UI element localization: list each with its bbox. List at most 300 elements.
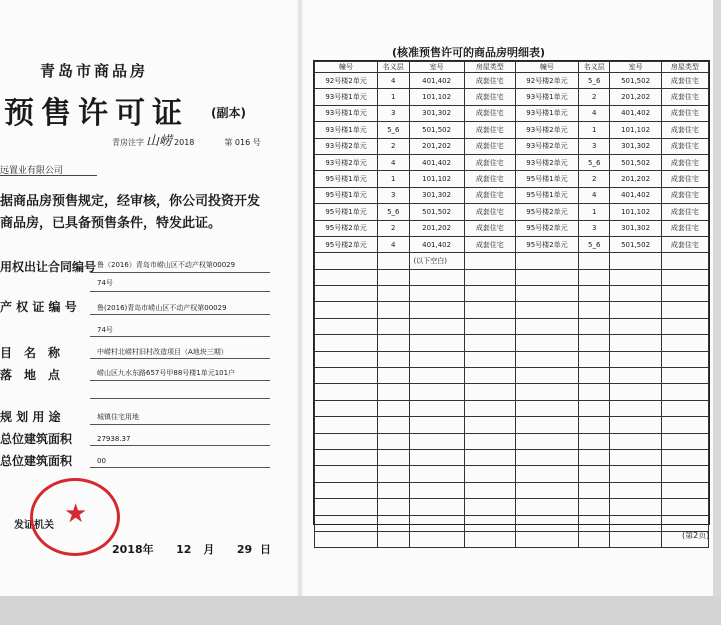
- table-row: [315, 236, 709, 252]
- field-label-title-deed: 产 权 证 编 号: [0, 300, 77, 314]
- table-cell: [378, 482, 410, 498]
- date-month: 12: [176, 543, 192, 556]
- table-cell: [315, 449, 378, 465]
- blank-note: (以下空白): [409, 253, 464, 269]
- table-cell: 93号楼1单元: [315, 105, 378, 121]
- table-cell: [661, 351, 708, 367]
- table-cell: [578, 384, 610, 400]
- table-cell: [315, 368, 378, 384]
- table-cell: 3: [578, 220, 610, 236]
- table-cell: 成套住宅: [464, 154, 515, 170]
- table-cell: [315, 482, 378, 498]
- table-row: [315, 89, 709, 105]
- table-cell: [578, 499, 610, 515]
- table-cell: 101,102: [610, 204, 661, 220]
- permit-year: 2018: [174, 138, 195, 147]
- table-cell: [464, 351, 515, 367]
- header-cell: 幢号: [315, 62, 378, 73]
- table-cell: 93号楼1单元: [515, 105, 578, 121]
- table-cell: [661, 515, 708, 531]
- table-cell: [315, 302, 378, 318]
- table-cell: 95号楼1单元: [315, 187, 378, 203]
- table-cell: 成套住宅: [661, 236, 708, 252]
- permit-prefix: 青房注字: [112, 138, 144, 147]
- table-cell: [610, 466, 661, 482]
- table-cell: 501,502: [610, 236, 661, 252]
- table-row-empty: [315, 351, 709, 367]
- table-cell: 2: [378, 220, 410, 236]
- table-cell: [409, 417, 464, 433]
- table-row: [315, 138, 709, 154]
- field-value-usage: 城镇住宅用地: [97, 413, 139, 421]
- table-cell: 93号楼2单元: [315, 154, 378, 170]
- field-line: [90, 467, 270, 468]
- table-row-empty: [315, 417, 709, 433]
- table-cell: [378, 515, 410, 531]
- table-cell: [610, 302, 661, 318]
- table-cell: [315, 253, 378, 269]
- detail-table: [313, 60, 710, 525]
- issuer-label: 发证机关: [14, 520, 54, 531]
- field-line: [90, 358, 270, 359]
- table-cell: [409, 531, 464, 547]
- table-cell: [515, 286, 578, 302]
- table-cell: 3: [378, 105, 410, 121]
- table-cell: 2: [578, 89, 610, 105]
- table-cell: [610, 531, 661, 547]
- table-cell: [409, 269, 464, 285]
- table-cell: 成套住宅: [661, 204, 708, 220]
- field-label-location: 落 地 点: [0, 368, 61, 382]
- header-cell: 房屋类型: [661, 62, 708, 73]
- table-cell: [378, 269, 410, 285]
- city-title: 青岛市商品房: [40, 62, 149, 80]
- table-cell: [661, 482, 708, 498]
- table-cell: [610, 253, 661, 269]
- table-cell: [464, 531, 515, 547]
- table-cell: [578, 368, 610, 384]
- table-cell: [378, 368, 410, 384]
- company-underline: [0, 175, 97, 176]
- table-cell: [661, 449, 708, 465]
- table-cell: 95号楼2单元: [515, 236, 578, 252]
- table-cell: [578, 253, 610, 269]
- table-cell: 4: [378, 154, 410, 170]
- table-cell: 成套住宅: [464, 187, 515, 203]
- table-cell: [409, 482, 464, 498]
- table-cell: [578, 417, 610, 433]
- table-cell: [515, 253, 578, 269]
- body-line-1: 据商品房预售规定，经审核，你公司投资开发: [0, 194, 261, 209]
- table-cell: 92号楼2单元: [515, 73, 578, 89]
- table-cell: [378, 335, 410, 351]
- table-cell: [578, 351, 610, 367]
- table-cell: [515, 318, 578, 334]
- table-cell: 4: [578, 105, 610, 121]
- table-cell: 成套住宅: [661, 220, 708, 236]
- table-cell: [578, 449, 610, 465]
- table-cell: [610, 482, 661, 498]
- table-cell: [661, 286, 708, 302]
- table-cell: [378, 499, 410, 515]
- table-cell: [378, 417, 410, 433]
- table-cell: [578, 466, 610, 482]
- table-row: [315, 220, 709, 236]
- field-line: [90, 424, 270, 425]
- table-cell: [578, 433, 610, 449]
- table-cell: 5_6: [578, 73, 610, 89]
- table-cell: 201,202: [409, 138, 464, 154]
- table-cell: 93号楼1单元: [515, 89, 578, 105]
- table-row-blank-note: [315, 253, 709, 269]
- table-cell: [464, 482, 515, 498]
- table-cell: 95号楼2单元: [315, 220, 378, 236]
- table-cell: [515, 433, 578, 449]
- table-cell: [515, 384, 578, 400]
- field-value-contract: 鲁（2016）青岛市崂山区不动产权第00029: [97, 261, 236, 269]
- table-body: [315, 73, 709, 548]
- field-value-title-deed-2: 74号: [97, 326, 113, 334]
- main-title: 预售许可证: [4, 96, 189, 131]
- table-cell: 成套住宅: [661, 73, 708, 89]
- table-cell: 4: [378, 73, 410, 89]
- table-row-empty: [315, 302, 709, 318]
- issue-date: [112, 541, 271, 557]
- table-cell: [515, 302, 578, 318]
- table-row: [315, 187, 709, 203]
- table-cell: 成套住宅: [661, 154, 708, 170]
- header-cell: 房屋类型: [464, 62, 515, 73]
- table-cell: 成套住宅: [464, 171, 515, 187]
- table-cell: 2: [378, 138, 410, 154]
- header-cell: 名义层: [578, 62, 610, 73]
- table-cell: [378, 286, 410, 302]
- field-label-usage: 规 划 用 途: [0, 410, 61, 424]
- table-cell: [578, 286, 610, 302]
- table-cell: 成套住宅: [464, 220, 515, 236]
- table-cell: [378, 433, 410, 449]
- table-cell: 401,402: [409, 236, 464, 252]
- table-cell: 95号楼2单元: [515, 204, 578, 220]
- table-cell: [464, 269, 515, 285]
- table-cell: 95号楼1单元: [515, 187, 578, 203]
- table-cell: 成套住宅: [661, 122, 708, 138]
- table-cell: [315, 466, 378, 482]
- table-cell: [515, 531, 578, 547]
- table-cell: 301,302: [610, 220, 661, 236]
- header-cell: 幢号: [515, 62, 578, 73]
- table-cell: 4: [578, 187, 610, 203]
- field-line: [90, 336, 270, 337]
- table-cell: [464, 253, 515, 269]
- table-header-row: [315, 62, 709, 73]
- header-cell: 名义层: [378, 62, 410, 73]
- table-cell: [464, 515, 515, 531]
- table-cell: 95号楼1单元: [315, 171, 378, 187]
- table-cell: [409, 384, 464, 400]
- table-cell: 93号楼2单元: [515, 154, 578, 170]
- table-cell: [378, 531, 410, 547]
- table-cell: [661, 417, 708, 433]
- table-cell: [610, 449, 661, 465]
- table-cell: 成套住宅: [661, 89, 708, 105]
- table-row-empty: [315, 286, 709, 302]
- table-cell: [515, 499, 578, 515]
- table-cell: [578, 482, 610, 498]
- table-cell: [409, 335, 464, 351]
- table-cell: [464, 335, 515, 351]
- table-row-empty: [315, 531, 709, 547]
- table-cell: [315, 531, 378, 547]
- table-cell: 成套住宅: [661, 187, 708, 203]
- table-cell: [464, 318, 515, 334]
- table-cell: 401,402: [409, 154, 464, 170]
- table-row: [315, 204, 709, 220]
- table-cell: 成套住宅: [464, 138, 515, 154]
- table-cell: [464, 466, 515, 482]
- table-cell: [315, 433, 378, 449]
- table-row: [315, 122, 709, 138]
- field-line: [90, 398, 270, 399]
- body-line-2: 商品房，已具备预售条件，特发此证。: [0, 216, 222, 231]
- star-icon: ★: [64, 499, 88, 529]
- background-surface: [0, 596, 721, 625]
- table-cell: [610, 286, 661, 302]
- table-cell: [464, 384, 515, 400]
- table-cell: 93号楼2单元: [515, 122, 578, 138]
- table-cell: [515, 400, 578, 416]
- table-cell: [409, 433, 464, 449]
- field-label-area-2: 总位建筑面积: [0, 454, 73, 468]
- company-name: 远置业有限公司: [0, 166, 64, 176]
- table-cell: [315, 335, 378, 351]
- table-cell: 成套住宅: [661, 105, 708, 121]
- field-line: [90, 272, 270, 273]
- table-cell: [315, 351, 378, 367]
- table-cell: 401,402: [409, 73, 464, 89]
- table-cell: [578, 515, 610, 531]
- table-cell: [661, 302, 708, 318]
- table-cell: 93号楼1单元: [315, 122, 378, 138]
- table-row-empty: [315, 368, 709, 384]
- table-cell: 93号楼2单元: [515, 138, 578, 154]
- field-line: [90, 291, 270, 292]
- date-day-unit: 日: [260, 543, 271, 556]
- table-cell: [315, 400, 378, 416]
- date-day: 29: [236, 543, 253, 556]
- table-cell: [315, 499, 378, 515]
- page-fold: [297, 0, 303, 596]
- table-cell: 92号楼2单元: [315, 73, 378, 89]
- table-cell: [378, 253, 410, 269]
- field-label-contract: 用权出让合同编号: [0, 260, 97, 274]
- table-cell: 501,502: [610, 73, 661, 89]
- table-cell: 93号楼1单元: [315, 89, 378, 105]
- table-cell: 101,102: [409, 89, 464, 105]
- table-cell: 1: [578, 122, 610, 138]
- field-value-area: 27938.37: [97, 435, 131, 443]
- table-cell: 95号楼1单元: [515, 171, 578, 187]
- table-cell: [661, 400, 708, 416]
- table-cell: 95号楼2单元: [515, 220, 578, 236]
- table-cell: 5_6: [578, 154, 610, 170]
- table-cell: 401,402: [610, 105, 661, 121]
- table-cell: 5_6: [578, 236, 610, 252]
- field-label-project: 目 名 称: [0, 346, 61, 360]
- permit-handwriting: 山崂: [146, 134, 173, 149]
- table-cell: [409, 318, 464, 334]
- table-cell: [515, 368, 578, 384]
- table-cell: 5_6: [378, 204, 410, 220]
- table-cell: 101,102: [610, 122, 661, 138]
- table-cell: [578, 335, 610, 351]
- table-row-empty: [315, 400, 709, 416]
- table-cell: [610, 515, 661, 531]
- table-cell: [378, 384, 410, 400]
- table-cell: [409, 466, 464, 482]
- table-cell: [610, 368, 661, 384]
- table-cell: [378, 318, 410, 334]
- table-cell: [578, 318, 610, 334]
- table-cell: 501,502: [610, 154, 661, 170]
- table-cell: [515, 417, 578, 433]
- permit-serial: 第 016 号: [224, 138, 261, 147]
- field-line: [90, 380, 270, 381]
- table-cell: [578, 269, 610, 285]
- table-cell: 1: [378, 89, 410, 105]
- table-cell: [315, 286, 378, 302]
- table-cell: [409, 400, 464, 416]
- field-line: [90, 314, 270, 315]
- table-cell: [515, 466, 578, 482]
- table-cell: [464, 368, 515, 384]
- table-cell: [378, 466, 410, 482]
- table-cell: 301,302: [409, 105, 464, 121]
- table-cell: [578, 531, 610, 547]
- table-row-empty: [315, 482, 709, 498]
- table-cell: 成套住宅: [464, 204, 515, 220]
- table-cell: [464, 449, 515, 465]
- table-cell: [578, 302, 610, 318]
- header-cell: 室号: [610, 62, 661, 73]
- table-cell: 成套住宅: [464, 73, 515, 89]
- table-cell: 93号楼2单元: [315, 138, 378, 154]
- table-cell: [515, 335, 578, 351]
- table-row-empty: [315, 384, 709, 400]
- table-cell: 301,302: [409, 187, 464, 203]
- table-row-empty: [315, 269, 709, 285]
- table-cell: 501,502: [409, 204, 464, 220]
- table-row-empty: [315, 433, 709, 449]
- table-cell: 201,202: [409, 220, 464, 236]
- field-label-area: 总位建筑面积: [0, 432, 73, 446]
- table-cell: [610, 499, 661, 515]
- table-cell: [464, 302, 515, 318]
- table-cell: [610, 318, 661, 334]
- table-cell: 301,302: [610, 138, 661, 154]
- table-cell: [661, 384, 708, 400]
- table-row-empty: [315, 466, 709, 482]
- table-cell: 5_6: [378, 122, 410, 138]
- table-cell: [315, 417, 378, 433]
- table-cell: 95号楼2单元: [315, 236, 378, 252]
- table-cell: [378, 302, 410, 318]
- table-cell: [409, 351, 464, 367]
- field-line: [90, 445, 270, 446]
- table-cell: [409, 286, 464, 302]
- table-cell: [409, 515, 464, 531]
- table-cell: 成套住宅: [464, 122, 515, 138]
- table-cell: 201,202: [610, 171, 661, 187]
- table-cell: [464, 286, 515, 302]
- table-cell: 4: [378, 236, 410, 252]
- table-row: [315, 154, 709, 170]
- table-cell: [610, 433, 661, 449]
- table-cell: [610, 384, 661, 400]
- table-cell: [610, 335, 661, 351]
- table-cell: [515, 269, 578, 285]
- table-cell: [661, 368, 708, 384]
- table-cell: [610, 351, 661, 367]
- field-value-area-2: 00: [97, 457, 106, 465]
- official-seal-stamp: [30, 478, 120, 556]
- table-cell: [515, 351, 578, 367]
- field-value-title-deed: 鲁(2016)青岛市崂山区不动产权第00029: [97, 304, 227, 312]
- detail-table-title: (核准预售许可的商品房明细表): [392, 46, 546, 59]
- table-cell: [409, 302, 464, 318]
- table-cell: [578, 400, 610, 416]
- date-year: 2018年: [112, 543, 154, 556]
- certificate-left-page: [0, 0, 297, 596]
- table-cell: 2: [578, 171, 610, 187]
- table-cell: 201,202: [610, 89, 661, 105]
- field-value-location: 崂山区九水东路657号甲88号楼1单元101户: [97, 369, 236, 377]
- table-cell: [378, 449, 410, 465]
- table-cell: [464, 417, 515, 433]
- table-cell: 成套住宅: [661, 138, 708, 154]
- field-value-contract-2: 74号: [97, 279, 113, 287]
- table-cell: [409, 449, 464, 465]
- table-cell: 成套住宅: [464, 236, 515, 252]
- table-cell: 95号楼1单元: [315, 204, 378, 220]
- table-row-empty: [315, 335, 709, 351]
- table-cell: [610, 417, 661, 433]
- table-cell: [315, 384, 378, 400]
- table-cell: [661, 499, 708, 515]
- table-cell: [409, 499, 464, 515]
- table-cell: 101,102: [409, 171, 464, 187]
- copy-mark: (副本): [211, 106, 246, 120]
- table-cell: 成套住宅: [464, 105, 515, 121]
- table-cell: [409, 368, 464, 384]
- table-cell: 501,502: [409, 122, 464, 138]
- table-cell: [515, 515, 578, 531]
- table-row-empty: [315, 449, 709, 465]
- table-cell: 401,402: [610, 187, 661, 203]
- table-cell: [610, 269, 661, 285]
- table-cell: [464, 400, 515, 416]
- table-cell: 1: [578, 204, 610, 220]
- table-row-empty: [315, 318, 709, 334]
- table-cell: [661, 335, 708, 351]
- table-cell: 成套住宅: [661, 171, 708, 187]
- table-cell: [464, 499, 515, 515]
- field-value-project: 中崂村北崂村旧村改造项目（A地块三期）: [97, 348, 228, 356]
- page-number: (第2页): [682, 531, 710, 540]
- table-cell: [315, 515, 378, 531]
- table-row-empty: [315, 499, 709, 515]
- table-cell: [464, 433, 515, 449]
